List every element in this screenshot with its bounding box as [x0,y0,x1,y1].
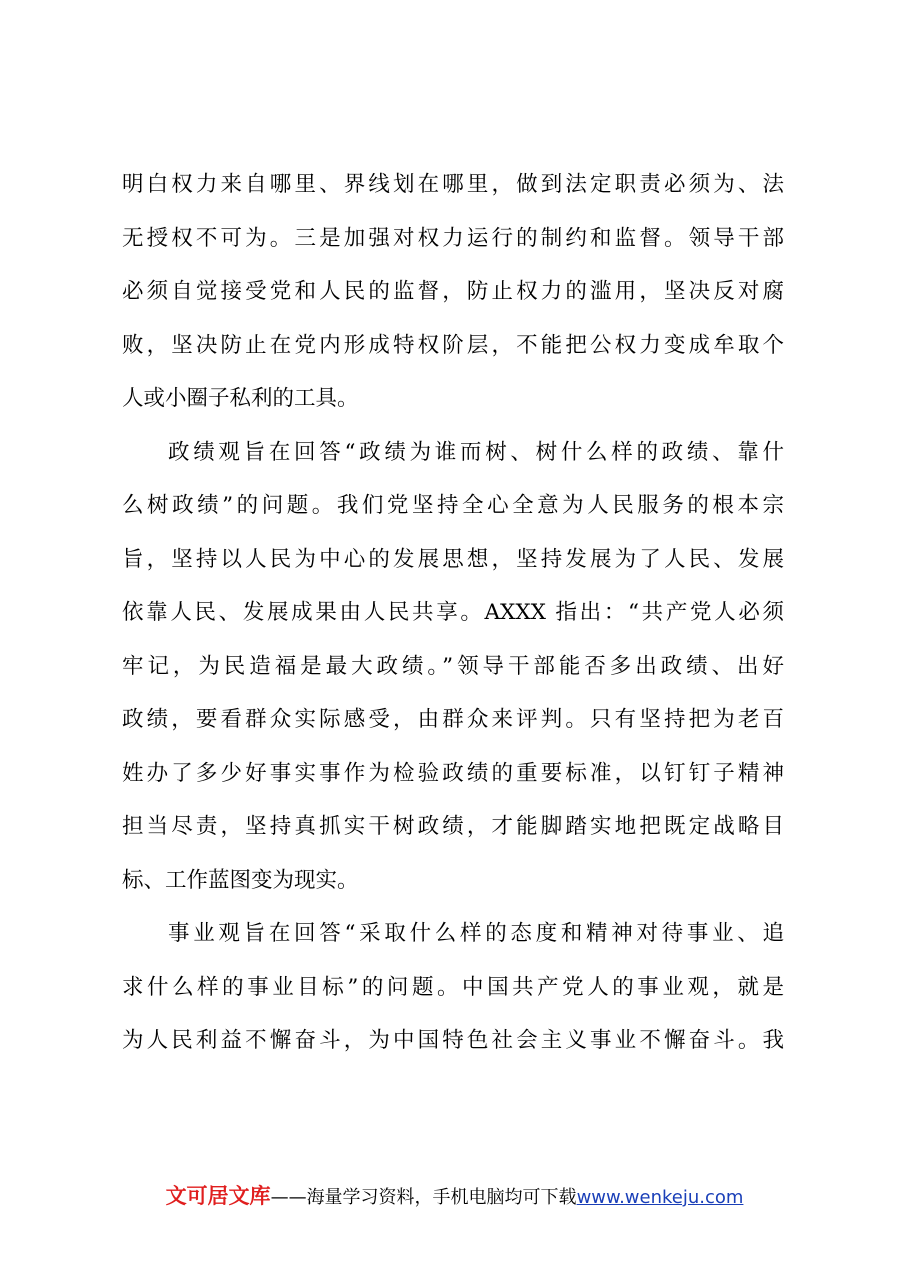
footer-tagline: ——海量学习资料，手机电脑均可下载 [270,1187,577,1208]
text-line: 担当尽责，坚持真抓实干树政绩，才能脚踏实地把既定战略目 [122,814,784,839]
text-line: 事业观旨在回答“采取什么样的态度和精神对待事业、追 [168,921,784,946]
text-line: 标、工作蓝图变为现实。 [122,867,359,893]
document-body [122,158,784,1068]
text-line: 明白权力来自哪里、界线划在哪里，做到法定职责必须为、法 [122,172,784,197]
brand-name: 文可居文库 [165,1184,271,1208]
text-line: 无授权不可为。三是加强对权力运行的制约和监督。领导干部 [122,225,784,251]
text-line: 旨，坚持以人民为中心的发展思想，坚持发展为了人民、发展 [122,546,784,572]
text-line: 为人民利益不懈奋斗，为中国特色社会主义事业不懈奋斗。我 [122,1028,784,1053]
text-line: 依靠人民、发展成果由人民共享。AXXX 指出：“共产党人必须 [122,600,784,625]
text-line: 政绩观旨在回答“政绩为谁而树、树什么样的政绩、靠什 [168,439,784,465]
text-line: 必须自觉接受党和人民的监督，防止权力的滥用，坚决反对腐 [122,279,784,304]
text-line: 么树政绩”的问题。我们党坚持全心全意为人民服务的根本宗 [122,493,784,518]
page-footer [0,1180,909,1210]
text-line: 败，坚决防止在党内形成特权阶层，不能把公权力变成牟取个 [122,332,784,358]
text-line: 人或小圈子私利的工具。 [122,386,359,411]
text-line: 政绩，要看群众实际感受，由群众来评判。只有坚持把为老百 [122,707,784,732]
text-line: 牢记，为民造福是最大政绩。”领导干部能否多出政绩、出好 [122,653,784,679]
website-link[interactable]: www.wenkeju.com [576,1187,744,1208]
text-line: 求什么样的事业目标”的问题。中国共产党人的事业观，就是 [122,974,784,1000]
text-line: 姓办了多少好事实事作为检验政绩的重要标准，以钉钉子精神 [122,760,784,786]
